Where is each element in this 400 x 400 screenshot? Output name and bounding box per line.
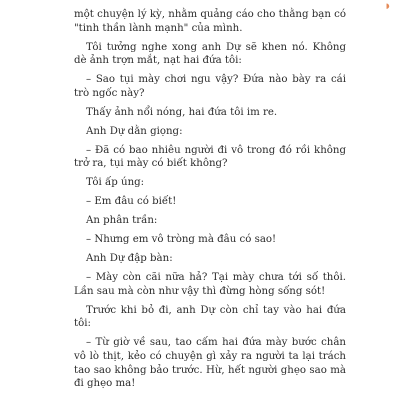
paragraph: một chuyện lý kỳ, nhằm quảng cáo cho thằng bạn có "tinh thần lành mạnh" của mình. — [74, 9, 346, 34]
paragraph: – Đã có bao nhiêu người đi vô trong đó rồi không trở ra, tụi mày có biết không? — [74, 144, 346, 170]
paragraph: – Sao tụi mày chơi ngu vậy? Đứa nào bày ra cái trò ngốc này? — [74, 74, 346, 99]
paragraph: – Nhưng em vô tròng mà đâu có sao! — [86, 234, 277, 246]
paragraph: – Mày còn cãi nữa hả? Tại mày chưa tới số thôi. Lần sau mà còn như vậy thì đừng hòng sống sót! — [74, 272, 346, 297]
paragraph: Tôi ấp úng: — [86, 177, 145, 189]
story-text — [74, 8, 346, 396]
paragraph: – Em đâu có biết! — [86, 196, 177, 208]
paragraph: Anh Dự dằn giọng: — [86, 125, 183, 137]
paragraph: Tôi tưởng nghe xong anh Dự sẽ khen nó. Không dè ảnh trợn mắt, nạt hai đứa tôi: — [74, 41, 346, 67]
paragraph: Anh Dự đập bàn: — [86, 253, 173, 265]
corner-ornament-icon: ◗ — [386, 2, 390, 10]
paragraph: Thấy ảnh nổi nóng, hai đứa tôi im re. — [86, 106, 278, 118]
paragraph: An phân trần: — [86, 215, 158, 227]
paragraph: Trước khi bỏ đi, anh Dự còn chỉ tay vào hai đứa tôi: — [74, 304, 346, 330]
paragraph: – Từ giờ về sau, tao cấm hai đứa mày bước chân vô lò thịt, kẻo có chuyện gì xảy ra người ta lại trách tao sao không bảo trước. Hừ, hết người ghẹo sao mà đi ghẹo ma! — [74, 337, 346, 390]
